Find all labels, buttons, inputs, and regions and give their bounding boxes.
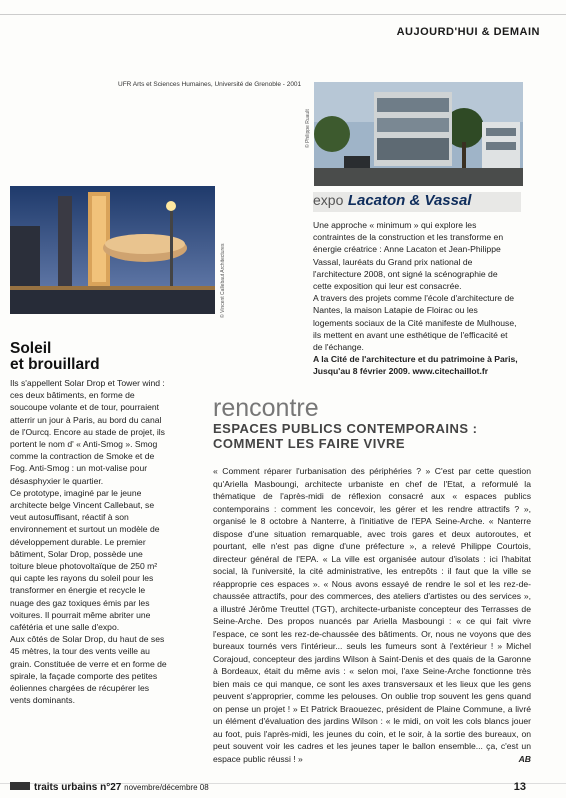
article-title — [10, 341, 100, 373]
expo-text — [313, 219, 518, 378]
expo-paragraph: Une approche « minimum » qui explore les contraintes de la construction et les transforme en énergie créatrice : Anne Lacaton et Jean-Philippe Vassal, lauréats du Grand prix national de l'architecture 2008, ont signé la scénographie de cette exposition qui leur est consacrée. — [313, 220, 504, 292]
rencontre-title — [213, 421, 477, 451]
rencontre-label: rencontre — [213, 394, 319, 422]
expo-name: Lacaton & Vassal — [347, 192, 472, 209]
rencontre-title-line: ESPACES PUBLICS CONTEMPORAINS : — [213, 421, 478, 436]
rencontre-title-line: COMMENT LES FAIRE VIVRE — [213, 436, 406, 451]
article-paragraph: Aux côtés de Solar Drop, du haut de ses 45 mètres, la tour des vents veille au grain. Constituée de verre et en forme de spirale, la façade comporte des petites éoliennes chargées de récupérer les vents dominants. — [10, 634, 167, 706]
issue-number: n°27 — [100, 782, 122, 793]
expo-title — [313, 192, 521, 212]
section-label: AUJOURD'HUI & DEMAIN — [396, 26, 540, 38]
article-title-line: Soleil — [10, 340, 52, 357]
photo-caption: UFR Arts et Sciences Humaines, Université de Grenoble - 2001 — [118, 81, 302, 88]
expo-info: A la Cité de l'architecture et du patrimoine à Paris, Jusqu'au 8 février 2009. www.citechaillot.fr — [313, 354, 518, 377]
photo-credit: © Philippe Ruault — [305, 109, 311, 148]
magazine-name: traits urbains — [34, 782, 98, 793]
top-rule — [0, 14, 566, 15]
author-initials: AB — [518, 753, 531, 764]
article-body — [10, 377, 168, 706]
rencontre-body — [213, 465, 531, 765]
expo-paragraph: A travers des projets comme l'école d'architecture de Nantes, la maison Latapie de Floirac ou les logements sociaux de la Cité manifeste de Mulhouse, ils mettent en avant une esthétique de l'efficacité et de l'échange. — [313, 293, 517, 353]
photo-credit: © Vincent Callebaut Architectures — [220, 243, 226, 318]
building-photo — [314, 82, 523, 186]
article-paragraph: Ils s'appellent Solar Drop et Tower wind : ces deux bâtiments, en forme de soucoupe volante et de tour, pourraient atterrir un jour à Paris, au bord du canal de l'Ourcq. Encore au stade de projet, ils portent le nom d' « Anti-Smog ». Smog comme la contraction de Smoke et de Fog. Anti-Smog : un mot-valise pour désasphyxier le quartier. — [10, 378, 165, 486]
expo-label: expo — [313, 192, 344, 208]
page-number: 13 — [513, 781, 526, 793]
article-title-line: et brouillard — [10, 356, 100, 373]
rencontre-paragraph: « Comment réparer l'urbanisation des périphéries ? » C'est par cette question qu'Ariella Masboungi, architecte urbaniste en chef de l'Etat, a reformulé la thématique de l'après-midi de réflexion consacré aux « espaces publics contemporains : comment les concevoir, les gérer et les rendre attractifs ? », organisé le 8 octobre à Nanterre, à l'initiative de l'EPA Seine-Arche. « Nanterre dispose d'une situation remarquable, avec trois gares et deux autoroutes, et pourtant, elle n'est pas digne d'une préfecture », a relevé Philippe Courtois, directeur général de l'EPA. « La ville est organisée autour d'isolats : ici l'habitat social, là l'université, la cité administrative, les entrepôts : il faut que la ville se réapproprie ces espaces ». « Nous avons essayé de rendre le sol et les rez-de-chaussée attractifs, pour des commerces, des ateliers d'artistes ou des services », a illustré Jérôme Treuttel (TGT), architecte-urbaniste concepteur des Terrasses de Seine-Arche. Des propos nuancés par Ariella Masboungi : « ce qui fait vivre l'espace, ce sont les rez-de-chaussée des bâtiments. Or, nous ne voyons que des bureaux tournés vers l'intérieur... seuls les fumeurs sont à l'extérieur ! » Michel Corajoud, concepteur des jardins Wilson à Saint-Denis et des quais de la Garonne à Bordeaux, était du même avis : « selon moi, l'axe Seine-Arche fonctionne très bien mais ce qui manque, ce sont les axes transversaux et les lieux que les gens peuvent s'approprier, comme les pelouses. On oublie trop souvent les gens quand on pense un projet ! » Et Patrick Braouezec, président de Plaine Commune, a livré un élément d'évaluation des jardins Wilson : « le midi, on voit les cols blancs jouer au foot, puis l'après-midi, les jeunes du coin, et le soir, à la sortie des bureaux, on peut souvent voir les cadres et les jeunes taper le ballon ensemble... ça, c'est un espace public réussi ! » — [213, 466, 531, 764]
issue-date: novembre/décembre 08 — [124, 783, 209, 792]
footer-bar — [10, 782, 30, 790]
article-paragraph: Ce prototype, imaginé par le jeune architecte belge Vincent Callebaut, se veut autosuffisant, réactif à son environnement et surtout un modèle de développement durable. Le premier bâtiment, Solar Drop, possède une toiture bleue photovoltaïque de 250 m² qui capte les rayons du soleil pour les transformer en énergie et recycle le nuage des gaz toxiques émis par les voitures. Il pourrait même abriter une cafétéria et une salle d'expo. — [10, 487, 160, 633]
night-city-photo — [10, 186, 215, 314]
footer-magazine — [34, 782, 209, 793]
